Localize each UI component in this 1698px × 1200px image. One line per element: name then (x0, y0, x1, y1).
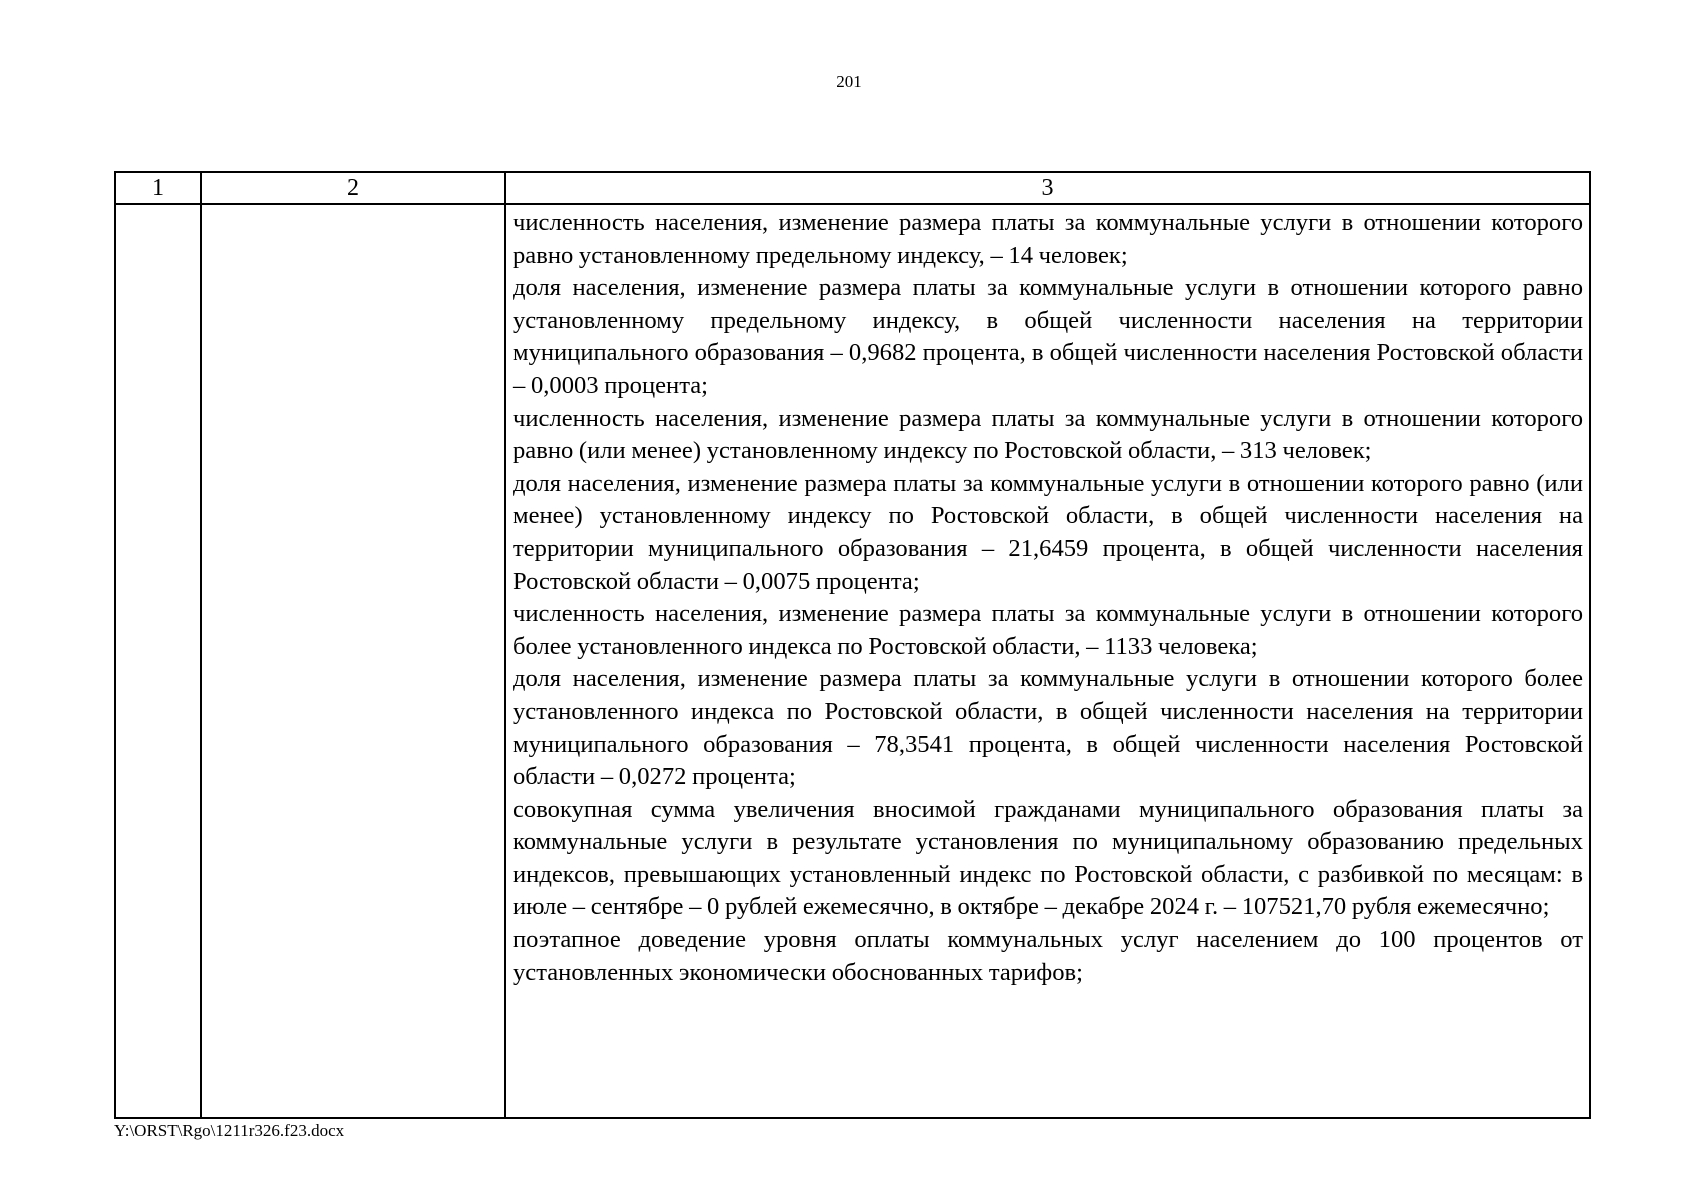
cell-col-3 (505, 204, 1590, 1118)
paragraph-share-equal-or-less-index: доля населения, изменение размера платы за коммунальные услуги в отношении которого равно (или менее) установленному индексу по Ростовской области, в общей численности населения на территории муниципального образования – 21,6459 процента, в общей численности населения Ростовской области – 0,0075 процента; (513, 469, 1583, 595)
column-header-2: 2 (201, 172, 505, 204)
paragraph-share-equal-limit: доля населения, изменение размера платы за коммунальные услуги в отношении которого равно установленному предельному индексу, в общей численности населения на территории муниципального образования – 0,9682 процента, в общей численности населения Ростовской области – 0,0003 процента; (513, 274, 1583, 399)
paragraph-population-equal-or-less-index: численность населения, изменение размера платы за коммунальные услуги в отношении которого равно (или менее) установленному индексу по Ростовской области, – 313 человек; (513, 404, 1583, 465)
cell-col-2 (201, 204, 505, 1118)
table-header-row (115, 172, 1590, 204)
paragraph-population-equal-limit: численность населения, изменение размера платы за коммунальные услуги в отношении которого равно установленному предельному индексу, – 14 человек; (513, 209, 1583, 269)
document-table (114, 171, 1591, 1119)
paragraph-share-above-index: доля населения, изменение размера платы за коммунальные услуги в отношении которого более установленного индекса по Ростовской области, в общей численности населения на территории муниципального образования – 78,3541 процента, в общей численности населения Ростовской области – 0,0272 процента; (513, 665, 1583, 791)
paragraph-total-increase-sum: совокупная сумма увеличения вносимой гражданами муниципального образования платы за коммунальные услуги в результате установления по муниципальному образованию предельных индексов, превышающих установленный индекс по Ростовской области, с разбивкой по месяцам: в июле – сентябре – 0 рублей ежемесячно, в октябре – декабре 2024 г. – 107521,70 рубля ежемесячно; (513, 795, 1583, 921)
cell-col-1 (115, 204, 201, 1118)
table-row (115, 204, 1590, 1118)
column-header-1: 1 (115, 172, 201, 204)
footer-file-path: Y:\ORST\Rgo\1211r326.f23.docx (114, 1121, 345, 1140)
page-number: 201 (836, 72, 862, 91)
column-header-3: 3 (505, 172, 1590, 204)
paragraph-population-above-index: численность населения, изменение размера платы за коммунальные услуги в отношении которого более установленного индекса по Ростовской области, – 1133 человека; (513, 600, 1583, 660)
paragraph-phased-payment-level: поэтапное доведение уровня оплаты коммунальных услуг населением до 100 процентов от установленных экономически обоснованных тарифов; (513, 926, 1583, 986)
